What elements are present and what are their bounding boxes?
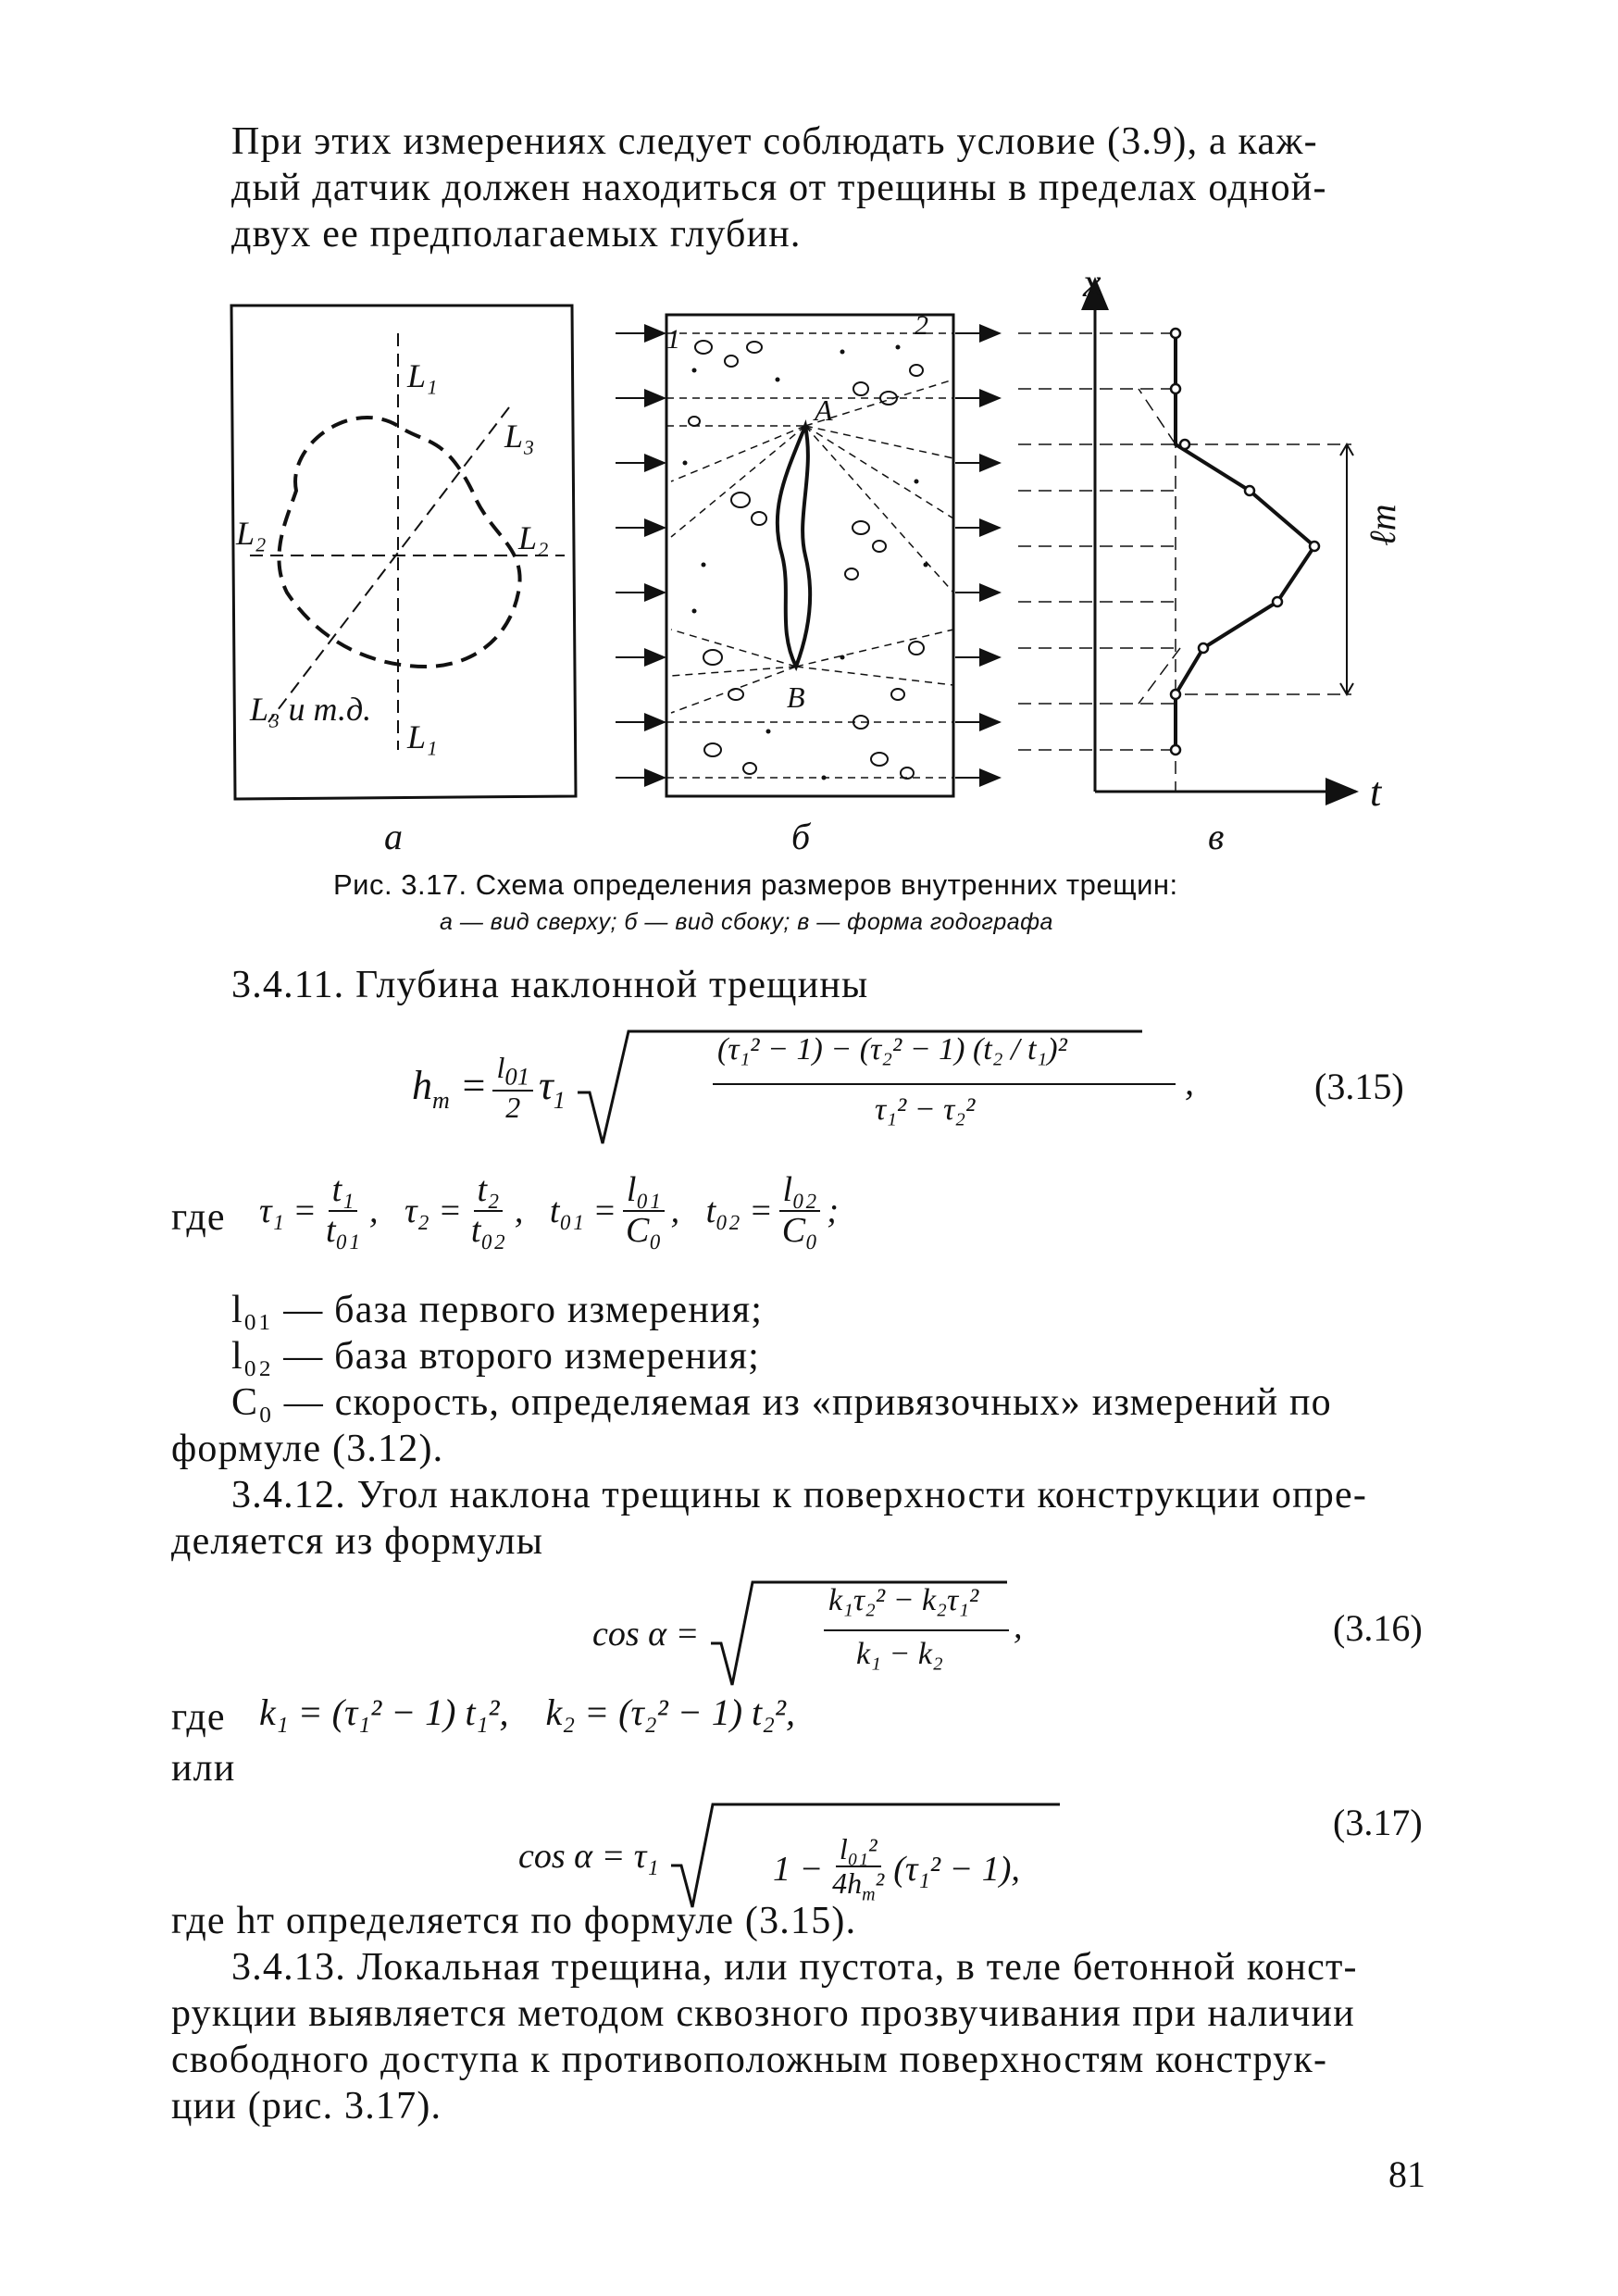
panel-a-label-L2-right: L₂	[518, 519, 549, 556]
definitions-formula: τ₁ = $\frac{\text{t₁}}{\text{t₀₁}}$ , τ₂ = $\frac{\text{t₂}}{\text{t₀₂}}$ , t₀₁ = $\frac{\text{l₀₁}}{\text{C₀}}$ , t₀₂ = $\frac{\text{l₀₂}}{\text{C₀}}$ ;	[259, 1170, 839, 1250]
intro-line-3: двух ее предполагаемых глубин.	[231, 213, 802, 256]
eq-number-3-17: (3.17)	[1333, 1802, 1423, 1843]
formula-3-15: $h_т$ = $\frac{l_{01}}{2}$ $\tau_1$	[412, 1028, 1147, 1148]
panel-b-caption-letter: б	[791, 816, 811, 857]
formula-k1-k2: k₁ = (τ₁² − 1) t₁², k₂ = (τ₂² − 1) t₂²,	[259, 1691, 796, 1733]
formula-3-17-body: 1 − $\frac{\text{l₀₁²}}{4h_т^2}$ (τ₁² − 1),	[773, 1832, 1020, 1905]
section-3-4-13-line-3: свободного доступа к противоположным поверхностям конструк-	[171, 2039, 1328, 2081]
intro-line-1: При этих измерениях следует соблюдать условие (3.9), а каж-	[231, 120, 1318, 163]
eq-number-3-16: (3.16)	[1333, 1607, 1423, 1649]
section-3-4-12-line-1: 3.4.12. Угол наклона трещины к поверхности конструкции опре-	[231, 1474, 1367, 1516]
panel-b-side-view	[616, 315, 1000, 796]
where-ht-line: где hт определяется по формуле (3.15).	[171, 1900, 857, 1942]
section-3-4-13-line-2: рукции выявляется методом сквозного прозвучивания при наличии	[171, 1992, 1355, 2035]
panel-b-point-A: А	[815, 393, 833, 427]
intro-line-2: дый датчик должен находиться от трещины в пределах одной-	[231, 167, 1327, 209]
or-label: или	[171, 1747, 236, 1790]
definition-l01: l₀₁ — база первого измерения;	[231, 1289, 764, 1331]
section-3-4-11-heading: 3.4.11. Глубина наклонной трещины	[231, 964, 869, 1006]
panel-b-zone-1: 1	[666, 324, 680, 355]
definition-c0-line-2: формуле (3.12).	[171, 1428, 444, 1470]
definition-c0-line-1: C₀ — скорость, определяемая из «привязочных» измерений по	[231, 1381, 1332, 1424]
eq-number-3-15: (3.15)	[1314, 1066, 1404, 1107]
where-label-1: где	[171, 1196, 226, 1239]
panel-a-label-L3-top: L₃	[504, 418, 535, 455]
formula-3-15-numerator: (τ₁² − 1) − (τ₂² − 1) (t₂ / t₁)²	[717, 1032, 1067, 1067]
section-3-4-13-line-1: 3.4.13. Локальная трещина, или пустота, в теле бетонной конст-	[231, 1946, 1358, 1989]
formula-3-16-denominator: k₁ − k₂	[856, 1637, 943, 1671]
figure-caption-title: Рис. 3.17. Схема определения размеров внутренних трещин:	[333, 868, 1178, 901]
panel-a-label-L3-etc: L₃ и т.д.	[250, 691, 372, 728]
panel-c-axis-x-label: x	[1083, 260, 1101, 306]
formula-3-16-numerator: k₁τ₂² − k₂τ₁²	[828, 1583, 979, 1617]
formula-3-17: cos α = τ₁	[518, 1801, 1064, 1912]
section-3-4-12-line-2: деляется из формулы	[171, 1520, 544, 1563]
panel-a-label-L1-top: L₁	[407, 357, 438, 394]
figure-caption-subtitle: а — вид сверху; б — вид сбоку; в — форма годографа	[440, 909, 1053, 935]
page-number: 81	[1388, 2153, 1425, 2195]
panel-b-zone-2: 2	[915, 310, 928, 341]
where-label-2: где	[171, 1696, 226, 1739]
definition-l02: l₀₂ — база второго измерения;	[231, 1335, 761, 1378]
formula-3-16-comma: ,	[1014, 1607, 1023, 1646]
formula-3-15-comma: ,	[1185, 1061, 1194, 1103]
figure-3-17	[213, 259, 1435, 852]
formula-3-16-fraction-bar	[824, 1629, 1009, 1631]
panel-a-label-L2-left: L₂	[236, 515, 267, 552]
section-3-4-13-line-4: ции (рис. 3.17).	[171, 2085, 442, 2128]
panel-c-axis-t-label: t	[1370, 769, 1382, 815]
panel-a-label-L1-bottom: L₁	[407, 718, 438, 755]
formula-3-15-fraction-bar	[713, 1083, 1176, 1085]
panel-c-lt-label: ℓт	[1362, 504, 1403, 546]
formula-3-15-denominator: τ₁² − τ₂²	[875, 1092, 976, 1127]
formula-3-16: cos α =	[592, 1578, 1012, 1690]
panel-b-point-B: В	[787, 680, 805, 714]
panel-a-caption-letter: а	[384, 816, 403, 857]
panel-c-caption-letter: в	[1208, 816, 1225, 857]
